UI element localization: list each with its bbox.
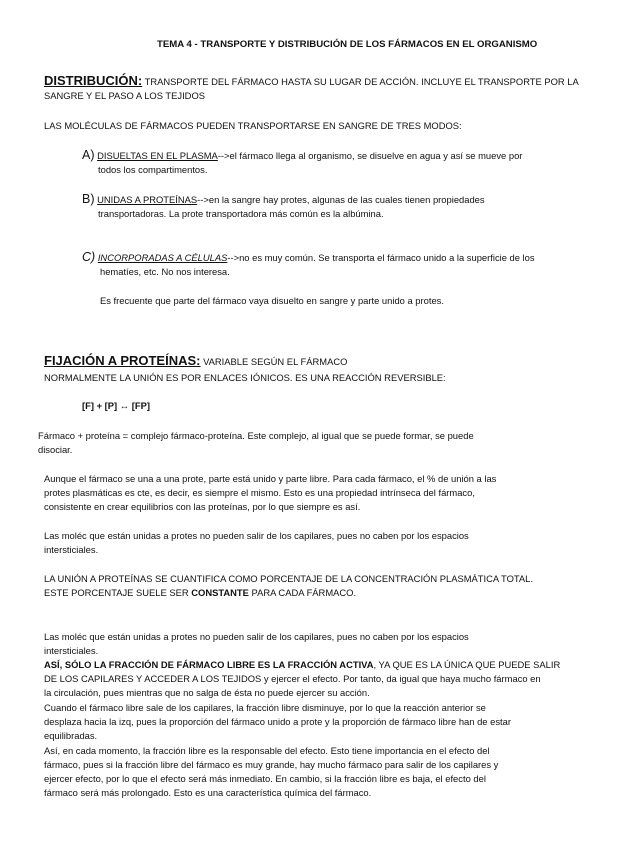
list-item-c-line2: hematíes, etc. No nos interesa.	[100, 266, 230, 277]
list-marker: B)	[82, 192, 95, 206]
complex-line2: disociar.	[38, 444, 73, 455]
distribucion-heading: DISTRIBUCIÓN:	[44, 73, 143, 88]
fijacion-sub: VARIABLE SEGÚN EL FÁRMACO	[200, 356, 348, 367]
paragraph-2-line1: Las moléc que están unidas a protes no pueden salir de los capilares, pues no caben por los espacios	[44, 530, 469, 541]
paragraph-6-line1: Cuando el fármaco libre sale de los capilares, la fracción libre disminuye, por lo que la reacción anterior se	[44, 702, 486, 713]
paragraph-7-line1: Así, en cada momento, la fracción libre es la responsable del efecto. Esto tiene importancia en el efecto del	[44, 745, 490, 756]
paragraph-7-line2: fármaco, pues si la fracción libre del fármaco es muy grande, hay mucho fármaco para salir de los capilares y	[44, 759, 499, 770]
paragraph-4-line2: intersticiales.	[44, 645, 99, 656]
paragraph-3-line1: LA UNIÓN A PROTEÍNAS SE CUANTIFICA COMO PORCENTAJE DE LA CONCENTRACIÓN PLASMÁTICA TOTAL.	[44, 573, 533, 584]
equation: [F] + [P] ↔ [FP]	[82, 400, 150, 411]
list-item-c	[82, 250, 535, 265]
distribucion-note: Es frecuente que parte del fármaco vaya disuelto en sangre y parte unido a protes.	[100, 295, 444, 306]
list-term: INCORPORADAS A CÉLULAS	[97, 252, 228, 263]
distribucion-def-line1: TRANSPORTE DEL FÁRMACO HASTA SU LUGAR DE ACCIÓN. INCLUYE EL TRANSPORTE POR LA	[142, 76, 579, 87]
fijacion-heading-line	[44, 354, 347, 369]
paragraph-1-line1: Aunque el fármaco se una a una prote, parte está unido y parte libre. Para cada fármaco, el % de unión a las	[44, 473, 497, 484]
distribucion-definition	[44, 74, 579, 89]
distribucion-def-line2: SANGRE Y EL PASO A LOS TEJIDOS	[44, 90, 206, 101]
fijacion-heading: FIJACIÓN A PROTEÍNAS:	[44, 353, 201, 368]
paragraph-1-line3: consistente en crear equilibrios con las proteínas, por lo que siempre es así.	[44, 501, 361, 512]
list-item-a	[82, 148, 522, 163]
list-text: -->en la sangre hay protes, algunas de las cuales tienen propiedades	[197, 194, 485, 205]
list-text: -->el fármaco llega al organismo, se disuelve en agua y así se mueve por	[217, 150, 523, 161]
paragraph-4-line1: Las moléc que están unidas a protes no pueden salir de los capilares, pues no caben por los espacios	[44, 631, 469, 642]
list-marker: C)	[82, 250, 96, 264]
paragraph-7-line4: fármaco será más prolongado. Esto es una característica química del fármaco.	[44, 787, 372, 798]
paragraph-5-line2: DE LOS CAPILARES Y ACCEDER A LOS TEJIDOS y ejercer el efecto. Por tanto, da igual que haya mucho fármaco en	[44, 673, 541, 684]
paragraph-3-text-c: PARA CADA FÁRMACO.	[248, 587, 357, 598]
paragraph-2-line2: intersticiales.	[44, 544, 99, 555]
fraccion-activa-emphasis: ASÍ, SÓLO LA FRACCIÓN DE FÁRMACO LIBRE ES LA FRACCIÓN ACTIVA	[44, 659, 374, 670]
paragraph-7-line3: ejercer efecto, por lo que el efecto será más inmediato. En cambio, si la fracción libre es baja, el efecto del	[44, 773, 486, 784]
document-title: TEMA 4 - TRANSPORTE Y DISTRIBUCIÓN DE LOS FÁRMACOS EN EL ORGANISMO	[157, 39, 538, 50]
list-item-b	[82, 192, 485, 207]
paragraph-3-line2	[44, 586, 356, 600]
list-marker: A)	[82, 148, 95, 162]
paragraph-5-line1	[44, 658, 560, 672]
constante-emphasis: CONSTANTE	[191, 587, 249, 598]
paragraph-5-rest: , YA QUE ES LA ÚNICA QUE PUEDE SALIR	[373, 659, 561, 670]
paragraph-5-line3: la circulación, pues mientras que no salga de ésta no puede ejercer su acción.	[44, 687, 370, 698]
list-text: -->no es muy común. Se transporta el fármaco unido a la superficie de los	[227, 252, 535, 263]
fijacion-bond: NORMALMENTE LA UNIÓN ES POR ENLACES IÓNICOS. ES UNA REACCIÓN REVERSIBLE:	[44, 372, 446, 383]
paragraph-1-line2: protes plasmáticas es cte, es decir, es siempre el mismo. Esto es una propiedad intrínseca del fármaco,	[44, 487, 475, 498]
list-item-a-line2: todos los compartimentos.	[98, 164, 208, 175]
paragraph-3-text-a: ESTE PORCENTAJE SUELE SER	[44, 587, 192, 598]
modes-intro: LAS MOLÉCULAS DE FÁRMACOS PUEDEN TRANSPORTARSE EN SANGRE DE TRES MODOS:	[44, 120, 462, 131]
list-term: UNIDAS A PROTEÍNAS	[97, 194, 198, 205]
list-term: DISUELTAS EN EL PLASMA	[97, 150, 218, 161]
list-item-b-line2: transportadoras. La prote transportadora más común es la albúmina.	[98, 208, 384, 219]
paragraph-6-line3: equilibradas.	[44, 730, 98, 741]
complex-line1: Fármaco + proteína = complejo fármaco-proteína. Este complejo, al igual que se puede formar, se puede	[38, 430, 474, 441]
paragraph-6-line2: desplaza hacia la izq, pues la proporción del fármaco unido a prote y la proporción de fármaco libre han de estar	[44, 716, 511, 727]
